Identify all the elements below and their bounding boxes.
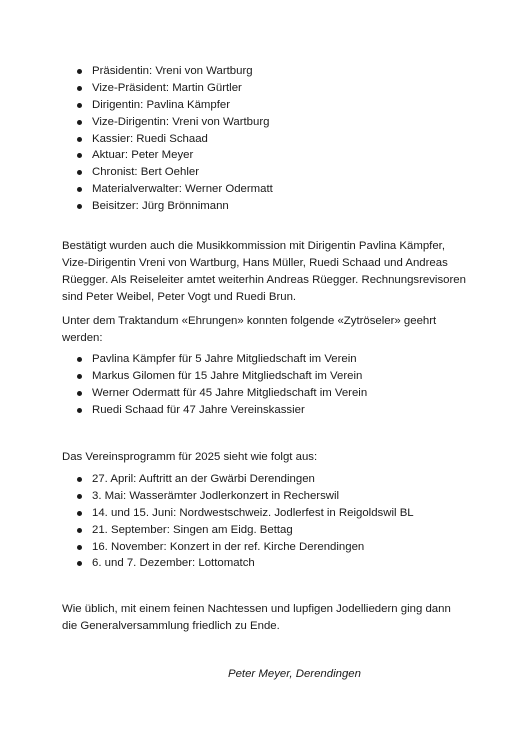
honors-intro-paragraph: Unter dem Traktandum «Ehrungen» konnten folgende «Zytröseler» geehrt werden: [62, 315, 437, 344]
list-item: 6. und 7. Dezember: Lottomatch [76, 555, 414, 572]
list-item: Materialverwalter: Werner Odermatt [76, 181, 273, 198]
bullet-icon [77, 528, 82, 533]
list-item: Chronist: Bert Oehler [76, 164, 273, 181]
list-item: 21. September: Singen am Eidg. Bettag [76, 522, 414, 539]
list-item: 27. April: Auftritt an der Gwärbi Derendingen [76, 471, 414, 488]
bullet-icon [77, 408, 82, 413]
list-item: Kassier: Ruedi Schaad [76, 131, 273, 148]
bullet-icon [77, 545, 82, 550]
board-list [76, 63, 273, 215]
list-item: Präsidentin: Vreni von Wartburg [76, 63, 273, 80]
program-list [76, 471, 414, 572]
signature: Peter Meyer, Derendingen [228, 668, 361, 680]
bullet-icon [77, 494, 82, 499]
list-item: Markus Gilomen für 15 Jahre Mitgliedschaft im Verein [76, 368, 367, 385]
list-item: Vize-Präsident: Martin Gürtler [76, 80, 273, 97]
bullet-icon [77, 153, 82, 158]
bullet-icon [77, 391, 82, 396]
list-item: Pavlina Kämpfer für 5 Jahre Mitgliedschaft im Verein [76, 351, 367, 368]
bullet-icon [77, 137, 82, 142]
list-item: Beisitzer: Jürg Brönnimann [76, 198, 273, 215]
bullet-icon [77, 187, 82, 192]
commission-paragraph: Bestätigt wurden auch die Musikkommission mit Dirigentin Pavlina Kämpfer, Vize-Dirigentin Vreni von Wartburg, Hans Müller, Ruedi Schaad und Andreas Rüegger. Als Reiseleiter amtet weiterhin Andreas Rüegger. Rechnungsrevisoren sind Peter Weibel, Peter Vogt und Ruedi Brun. [62, 240, 466, 303]
list-item: 16. November: Konzert in der ref. Kirche Derendingen [76, 539, 414, 556]
list-item: 14. und 15. Juni: Nordwestschweiz. Jodlerfest in Reigoldswil BL [76, 505, 414, 522]
bullet-icon [77, 170, 82, 175]
list-item: Vize-Dirigentin: Vreni von Wartburg [76, 114, 273, 131]
bullet-icon [77, 69, 82, 74]
bullet-icon [77, 477, 82, 482]
bullet-icon [77, 120, 82, 125]
bullet-icon [77, 103, 82, 108]
bullet-icon [77, 511, 82, 516]
bullet-icon [77, 374, 82, 379]
list-item: Ruedi Schaad für 47 Jahre Vereinskassier [76, 402, 367, 419]
list-item: Dirigentin: Pavlina Kämpfer [76, 97, 273, 114]
list-item: 3. Mai: Wasserämter Jodlerkonzert in Recherswil [76, 488, 414, 505]
bullet-icon [77, 86, 82, 91]
list-item: Werner Odermatt für 45 Jahre Mitgliedschaft im Verein [76, 385, 367, 402]
bullet-icon [77, 204, 82, 209]
closing-paragraph: Wie üblich, mit einem feinen Nachtessen und lupfigen Jodelliedern ging dann die Generalversammlung friedlich zu Ende. [62, 603, 451, 632]
program-intro-paragraph: Das Vereinsprogramm für 2025 sieht wie folgt aus: [62, 451, 318, 463]
list-item: Aktuar: Peter Meyer [76, 147, 273, 164]
bullet-icon [77, 357, 82, 362]
bullet-icon [77, 561, 82, 566]
honors-list [76, 351, 367, 419]
